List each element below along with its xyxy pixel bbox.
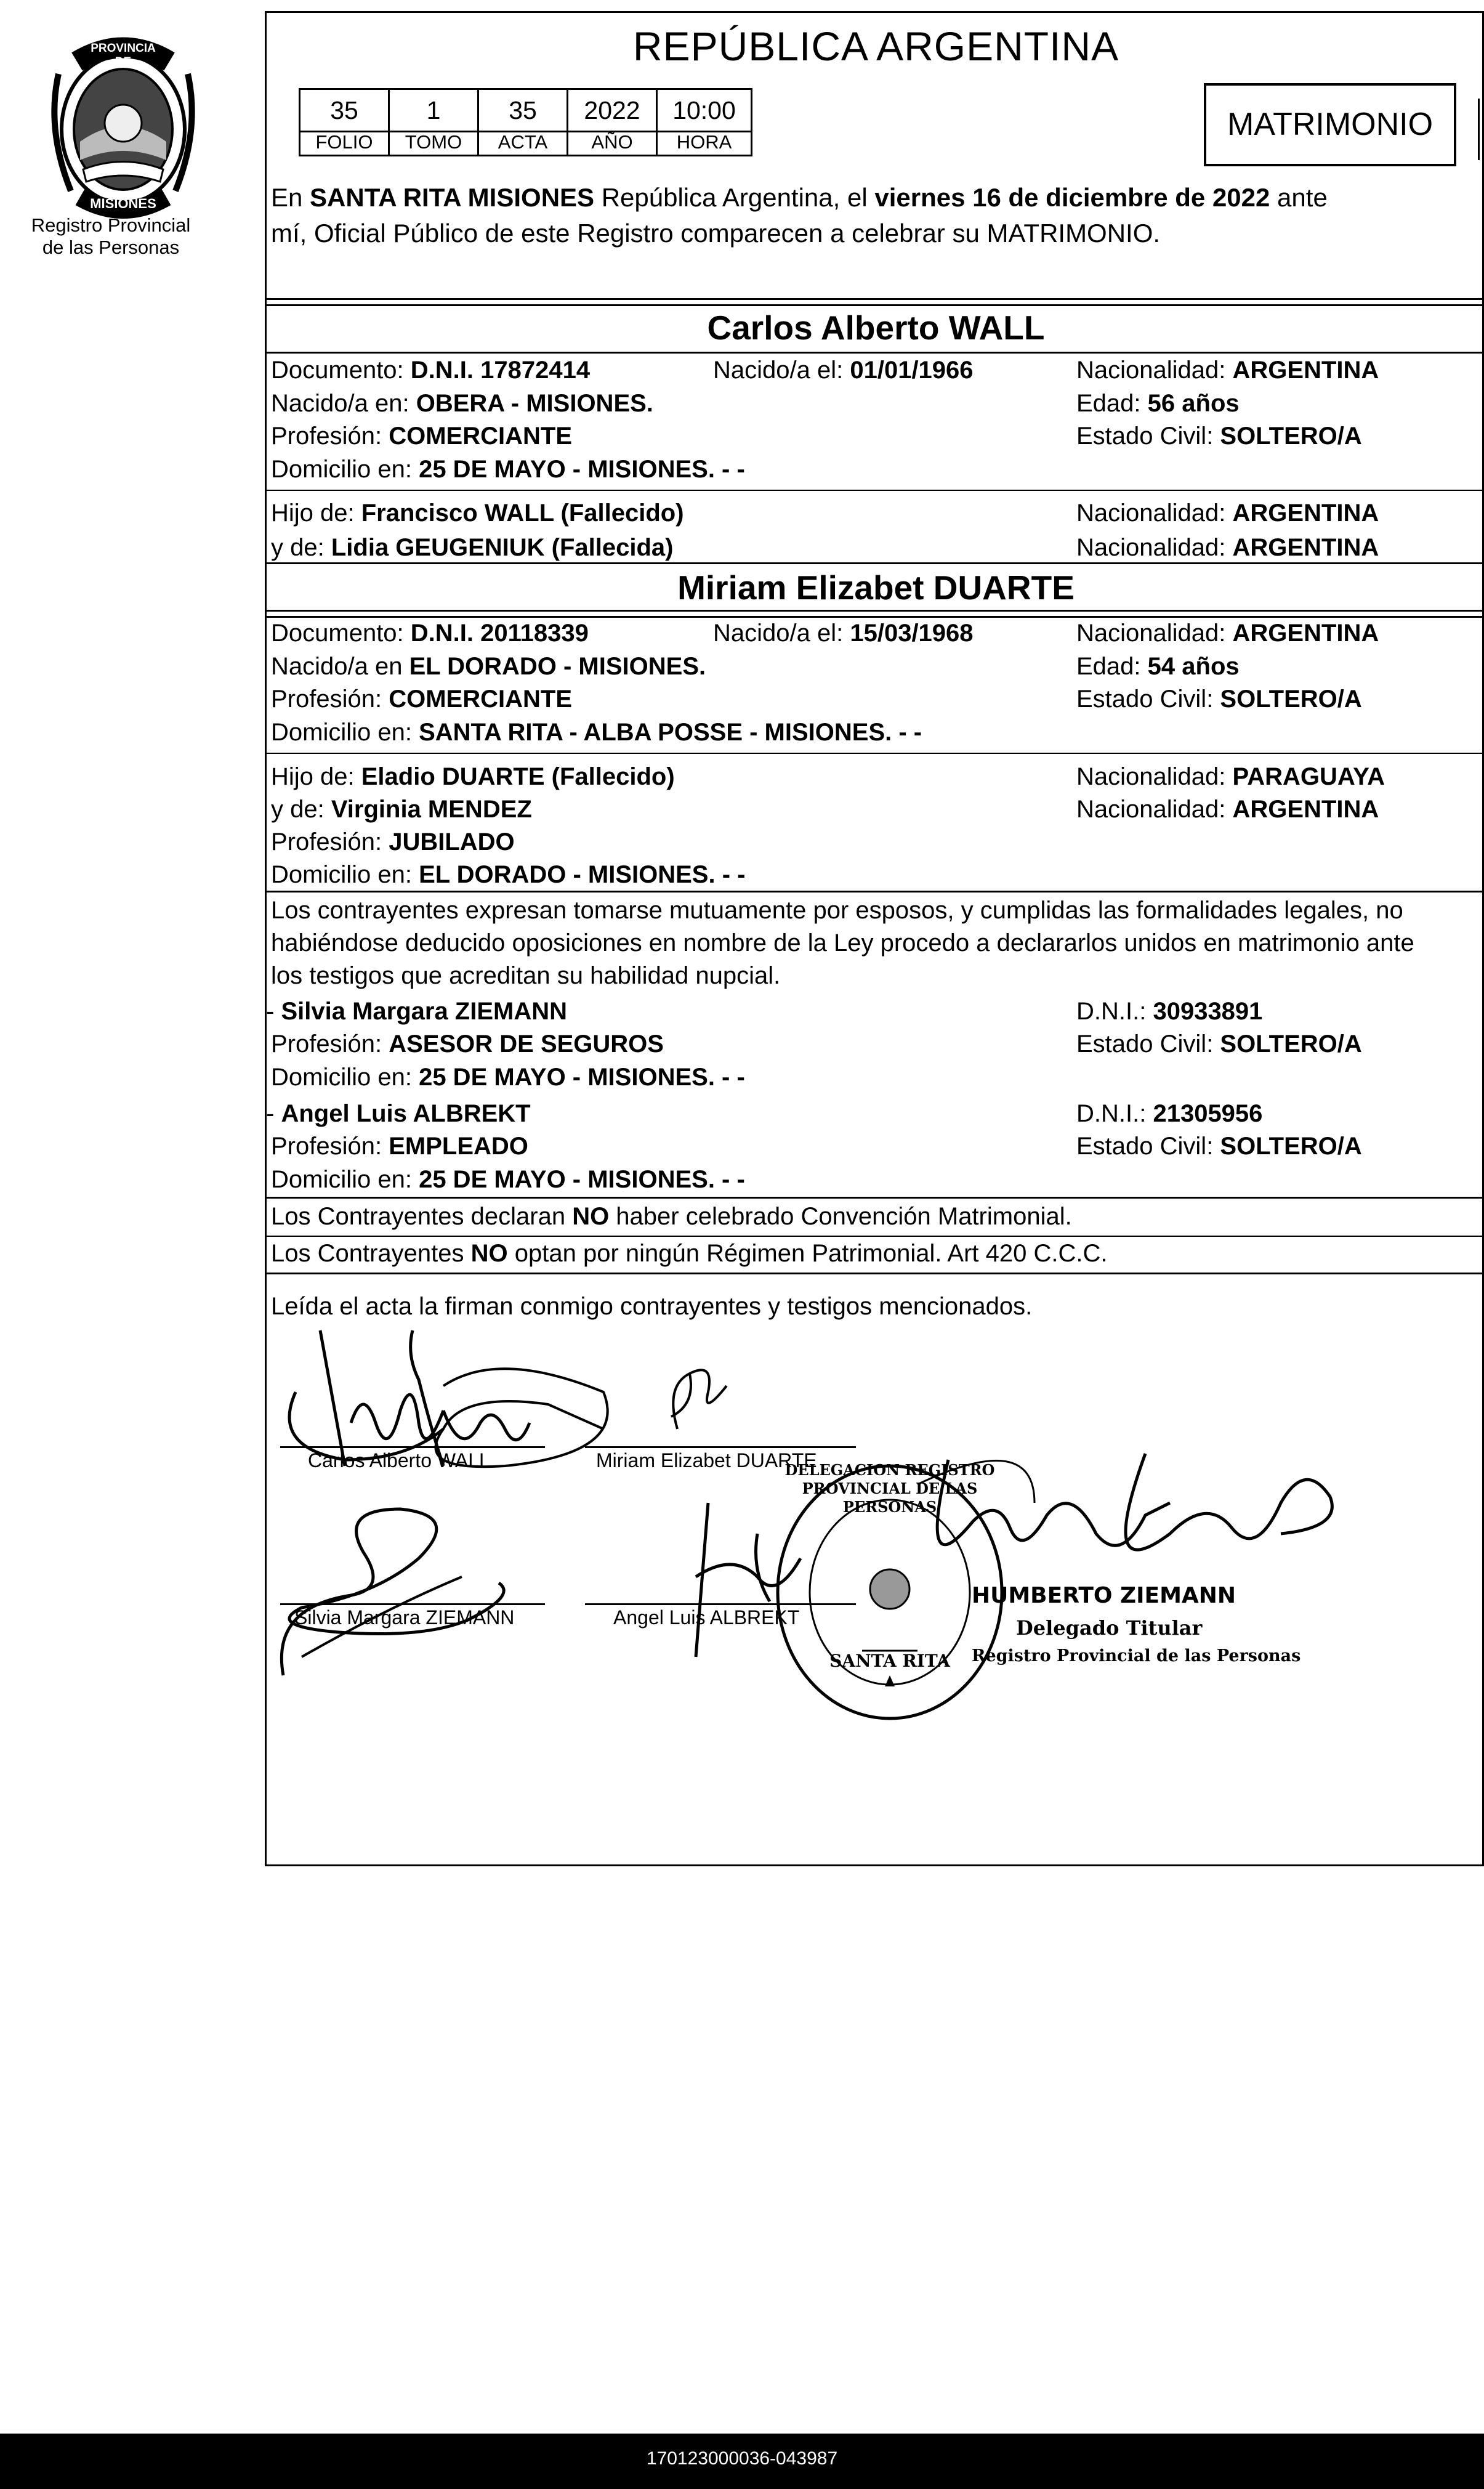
logo-caption-line1: Registro Provincial xyxy=(31,214,191,236)
closing-statement: Leída el acta la firman conmigo contrayentes y testigos mencionados. xyxy=(271,1293,1033,1320)
spouse2-parent-address: Domicilio en: EL DORADO - MISIONES. - - xyxy=(271,861,746,888)
spouse1-mother: y de: Lidia GEUGENIUK (Fallecida) xyxy=(271,534,674,561)
spouse1-civil-status: Estado Civil: SOLTERO/A xyxy=(1076,423,1362,450)
divider xyxy=(265,298,1484,300)
divider xyxy=(265,562,1484,564)
witness2-address: Domicilio en: 25 DE MAYO - MISIONES. - - xyxy=(271,1166,745,1193)
spouse1-father: Hijo de: Francisco WALL (Fallecido) xyxy=(271,500,684,527)
stamp-ring-text: DELEGACION REGISTRO PROVINCIAL DE LAS PERSONAS xyxy=(784,1461,995,1516)
spouse1-address: Domicilio en: 25 DE MAYO - MISIONES. - - xyxy=(271,456,745,483)
divider xyxy=(265,616,1484,618)
seal-text-top: PROVINCIA DE xyxy=(91,42,156,68)
divider xyxy=(265,753,1484,754)
witness1-address: Domicilio en: 25 DE MAYO - MISIONES. - - xyxy=(271,1064,745,1091)
officer-title: Delegado Titular xyxy=(1016,1616,1203,1640)
witness2-profession: Profesión: EMPLEADO xyxy=(271,1133,528,1160)
tomo-label: TOMO xyxy=(388,131,479,156)
spouse1-father-nationality: Nacionalidad: ARGENTINA xyxy=(1076,500,1379,527)
divider xyxy=(265,610,1484,612)
witness1-civil-status: Estado Civil: SOLTERO/A xyxy=(1076,1030,1362,1058)
acta-value: 35 xyxy=(477,88,568,132)
spouse2-born-in: Nacido/a en EL DORADO - MISIONES. xyxy=(271,653,706,680)
signature-officer-handwritten xyxy=(911,1441,1379,1601)
spouse2-father-nationality: Nacionalidad: PARAGUAYA xyxy=(1076,763,1385,790)
document-code: 170123000036-043987 xyxy=(646,2448,838,2469)
spouse2-name-heading: Miriam Elizabet DUARTE xyxy=(677,569,1075,607)
spouse1-name-heading: Carlos Alberto WALL xyxy=(707,309,1045,347)
spouse1-mother-nationality: Nacionalidad: ARGENTINA xyxy=(1076,534,1379,561)
spouse2-profession: Profesión: COMERCIANTE xyxy=(271,686,572,713)
intro-line2: mí, Oficial Público de este Registro comparecen a celebrar su MATRIMONIO. xyxy=(271,219,1161,248)
convention-statement: Los Contrayentes declaran NO haber celebrado Convención Matrimonial. xyxy=(271,1203,1072,1230)
logo-caption-line2: de las Personas xyxy=(42,237,180,258)
tomo-value: 1 xyxy=(388,88,479,132)
spouse1-profession: Profesión: COMERCIANTE xyxy=(271,423,572,450)
signature-spouse1-handwritten xyxy=(259,1306,653,1491)
officer-name: HUMBERTO ZIEMANN xyxy=(972,1583,1236,1608)
divider xyxy=(265,490,1484,491)
spouse1-age: Edad: 56 años xyxy=(1076,390,1240,417)
declaration-line3: los testigos que acreditan su habilidad nupcial. xyxy=(271,962,781,989)
seal-text-bottom: MISIONES xyxy=(90,196,156,211)
spouse2-mother: y de: Virginia MENDEZ xyxy=(271,796,532,823)
spouse2-document: Documento: D.N.I. 20118339 xyxy=(271,620,589,647)
spouse2-address: Domicilio en: SANTA RITA - ALBA POSSE - MISIONES. - - xyxy=(271,719,922,746)
declaration-line1: Los contrayentes expresan tomarse mutuamente por esposos, y cumplidas las formalidades legales, no xyxy=(271,897,1403,924)
spouse2-nationality: Nacionalidad: ARGENTINA xyxy=(1076,620,1379,647)
province-seal-logo xyxy=(46,37,200,216)
page-title: REPÚBLICA ARGENTINA xyxy=(632,23,1119,69)
divider xyxy=(265,352,1484,354)
spouse1-birth-date: Nacido/a el: 01/01/1966 xyxy=(713,357,974,384)
spouse2-father: Hijo de: Eladio DUARTE (Fallecido) xyxy=(271,763,675,790)
signature-caption-spouse2: Miriam Elizabet DUARTE xyxy=(596,1449,817,1471)
witness1-name: - Silvia Margara ZIEMANN xyxy=(266,998,568,1025)
witness1-profession: Profesión: ASESOR DE SEGUROS xyxy=(271,1030,664,1058)
spouse1-born-in: Nacido/a en: OBERA - MISIONES. xyxy=(271,390,653,417)
hora-label: HORA xyxy=(656,131,752,156)
stamp-center-text: SANTA RITA xyxy=(829,1651,950,1671)
spouse1-nationality: Nacionalidad: ARGENTINA xyxy=(1076,357,1379,384)
signature-caption-spouse1: Carlos Alberto WALL xyxy=(308,1449,490,1471)
witness2-dni: D.N.I.: 21305956 xyxy=(1076,1100,1263,1127)
spouse1-document: Documento: D.N.I. 17872414 xyxy=(271,357,591,384)
spouse2-age: Edad: 54 años xyxy=(1076,653,1240,680)
officer-organization: Registro Provincial de las Personas xyxy=(972,1646,1301,1665)
type-box-side-mark xyxy=(1478,99,1480,160)
witness2-civil-status: Estado Civil: SOLTERO/A xyxy=(1076,1133,1362,1160)
divider xyxy=(265,304,1484,306)
acta-label: ACTA xyxy=(477,131,568,156)
spouse2-parent-profession: Profesión: JUBILADO xyxy=(271,828,515,856)
spouse2-birth-date: Nacido/a el: 15/03/1968 xyxy=(713,620,974,647)
folio-value: 35 xyxy=(299,88,390,132)
ano-value: 2022 xyxy=(567,88,658,132)
declaration-line2: habiéndose deducido oposiciones en nombre de la Ley procedo a declararlos unidos en matrimonio ante xyxy=(271,929,1414,957)
signature-caption-witness1: Silvia Margara ZIEMANN xyxy=(294,1606,515,1629)
divider xyxy=(265,1273,1484,1274)
witness2-name: - Angel Luis ALBREKT xyxy=(266,1100,531,1127)
divider xyxy=(265,891,1484,892)
signature-witness1-handwritten xyxy=(265,1484,585,1682)
spouse2-civil-status: Estado Civil: SOLTERO/A xyxy=(1076,686,1362,713)
document-type-box: MATRIMONIO xyxy=(1204,83,1456,166)
folio-label: FOLIO xyxy=(299,131,390,156)
ano-label: AÑO xyxy=(567,131,658,156)
witness1-dni: D.N.I.: 30933891 xyxy=(1076,998,1263,1025)
intro-line1: En SANTA RITA MISIONES República Argentina, el viernes 16 de diciembre de 2022 ante xyxy=(271,183,1328,212)
signature-spouse2-handwritten xyxy=(653,1349,776,1441)
divider xyxy=(265,1236,1484,1237)
divider xyxy=(265,1197,1484,1199)
patrimonial-regime-statement: Los Contrayentes NO optan por ningún Régimen Patrimonial. Art 420 C.C.C. xyxy=(271,1240,1108,1267)
signature-caption-witness2: Angel Luis ALBREKT xyxy=(613,1606,800,1629)
hora-value: 10:00 xyxy=(656,88,752,132)
spouse2-mother-nationality: Nacionalidad: ARGENTINA xyxy=(1076,796,1379,823)
